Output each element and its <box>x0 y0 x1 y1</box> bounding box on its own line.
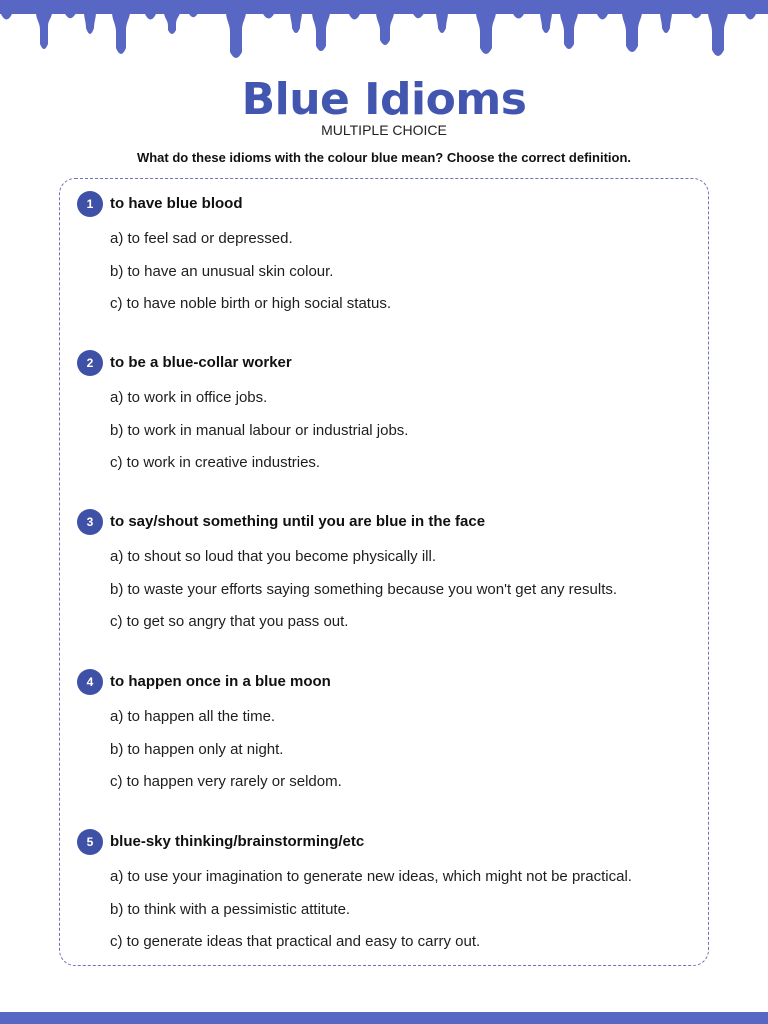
question-3 <box>77 509 697 633</box>
option-a[interactable]: a) to use your imagination to generate new ideas, which might not be practical. <box>110 868 632 885</box>
question-2 <box>77 350 697 474</box>
options-list <box>77 707 697 793</box>
option-b[interactable]: b) to have an unusual skin colour. <box>110 262 334 280</box>
question-number-badge: 4 <box>77 669 103 695</box>
question-idiom: to say/shout something until you are blue in the face <box>110 513 486 530</box>
question-header <box>77 829 697 855</box>
option-c[interactable]: c) to have noble birth or high social status. <box>110 295 391 312</box>
bottom-accent-bar <box>0 1012 768 1024</box>
question-idiom: blue-sky thinking/brainstorming/etc <box>110 833 365 850</box>
question-1 <box>77 191 697 315</box>
question-number-badge: 2 <box>77 350 103 376</box>
option-a[interactable]: a) to happen all the time. <box>110 708 276 725</box>
question-number-badge: 5 <box>77 829 103 855</box>
question-header <box>77 350 697 376</box>
option-b[interactable]: b) to waste your efforts saying something because you won't get any results. <box>110 580 618 598</box>
question-5 <box>77 829 697 953</box>
question-header <box>77 191 697 217</box>
page-subtitle: MULTIPLE CHOICE <box>321 122 447 138</box>
option-a[interactable]: a) to feel sad or depressed. <box>110 230 293 247</box>
option-c[interactable]: c) to work in creative industries. <box>110 454 321 471</box>
question-idiom: to happen once in a blue moon <box>110 673 331 690</box>
question-header <box>77 509 697 535</box>
question-header <box>77 669 697 695</box>
question-idiom: to be a blue-collar worker <box>110 354 292 371</box>
option-b[interactable]: b) to think with a pessimistic attitute. <box>110 900 351 918</box>
options-list <box>77 867 697 953</box>
option-c[interactable]: c) to get so angry that you pass out. <box>110 613 349 630</box>
question-idiom: to have blue blood <box>110 195 243 212</box>
option-a[interactable]: a) to work in office jobs. <box>110 389 268 406</box>
option-c[interactable]: c) to generate ideas that practical and easy to carry out. <box>110 933 481 950</box>
paint-drip-decoration <box>0 0 768 70</box>
option-b[interactable]: b) to happen only at night. <box>110 740 284 758</box>
instructions-text: What do these idioms with the colour blue mean? Choose the correct definition. <box>136 150 632 165</box>
options-list <box>77 388 697 474</box>
page-title: Blue Idioms <box>241 74 527 125</box>
options-list <box>77 229 697 315</box>
option-c[interactable]: c) to happen very rarely or seldom. <box>110 773 342 790</box>
question-number-badge: 1 <box>77 191 103 217</box>
options-list <box>77 547 697 633</box>
option-b[interactable]: b) to work in manual labour or industrial jobs. <box>110 421 409 439</box>
question-number-badge: 3 <box>77 509 103 535</box>
question-4 <box>77 669 697 793</box>
option-a[interactable]: a) to shout so loud that you become physically ill. <box>110 548 437 565</box>
